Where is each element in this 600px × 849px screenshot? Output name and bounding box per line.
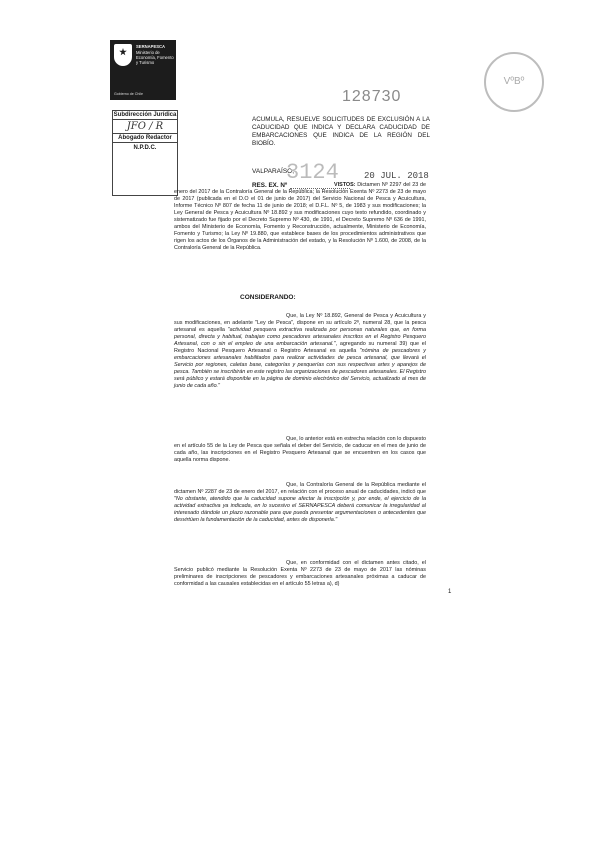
sernapesca-logo <box>110 40 176 100</box>
subject-heading: ACUMULA, RESUELVE SOLICITUDES DE EXCLUSIÓN A LA CADUCIDAD QUE INDICA Y DECLARA CADUCIDAD DE EMBARCACIONES QUE INDICA DE LA REGIÓN DEL BIOBÍO. <box>252 116 430 147</box>
approval-stamp: VºBº <box>484 52 544 112</box>
p3-quote: "No obstante, atendido que la caducidad supone afectar la inscripción y, por ende, el ejercicio de la actividad extractiva ya indicada, en lo sucesivo el SERNAPESCA deberá comunicar la irregularidad al interesado dándole un plazo razonable para que pueda presentar argumentaciones o antecedentes que desvirtúen la fundamentación de la caducidad, antes de disponerla." <box>174 496 426 524</box>
p1-text-a: Que, la Ley Nº 18.892, General de Pesca y Acuicultura y sus modificaciones, en adelante "Ley de Pesca", dispone en su artículo 2º, numeral 28, que la pesca artesanal es aquella <box>174 313 426 334</box>
stamp-subdireccion: Subdirección Jurídica <box>113 112 177 118</box>
vistos-paragraph <box>174 182 426 252</box>
considerando-paragraph-2: Que, lo anterior está en estrecha relación con lo dispuesto en el artículo 55 de la Ley de Pesca que señala el deber del Servicio, de caducar en el mes de junio de cada año, las inscripciones en el Registro Pesquero Artesanal que se encuentren en los casos que aquella norma dispone. <box>174 436 426 464</box>
stamp-initials: JFO / R <box>113 120 177 134</box>
res-label: RES. EX. Nº <box>252 182 288 189</box>
p1-quote-b: "nómina de pescadores y embarcaciones artesanales habilitados para realizar actividades de pesca artesanal, que llevará el Servicio por regiones, caletas base, categorías y pesquerías con sus respectivas artes y aparejos de pesca. También se inscribirán en este registro las organizaciones de pescadores artesanales. El Registro será público y estará disponible en la página de dominio electrónico del Servicio, actualizado al mes de junio de cada año." <box>174 348 426 390</box>
considerando-paragraph-4: Que, en conformidad con el dictamen antes citado, el Servicio publicó mediante la Resolución Exenta Nº 2273 de 23 de mayo de 2017 las nóminas preliminares de inscripciones de pescadores y embarcaciones artesanales próximas a caducar de conformidad a las causales establecidas en el artículo 55 letras a), d) <box>174 560 426 588</box>
star-shield-icon <box>114 44 132 66</box>
considerando-heading: CONSIDERANDO: <box>240 294 296 301</box>
vistos-text: Dictamen Nº 2297 del 23 de enero del 2017 de la Contraloría General de la República; la Resolución Exenta Nº 2273 de 23 de mayo de 2017 (publicada en el D.O el 01 de junio de 2017) del Servicio Nacional de Pesca y Acuicultura, Informe Técnico Nº 807 de fecha 11 de junio de 2018; el D.F.L. Nº 5, de 1983 y sus modificaciones; la Ley General de Pesca y Acuicultura Nº 18.892 y sus modificaciones cuyo texto refundido, coordinado y sistematizado fue fijado por el Decreto Supremo Nº 430, de 1991, el Decreto Supremo Nº 636 de 1991, ambos del Ministerio de Economía, Fomento y Reconstrucción, actualmente, Ministerio de Economía, Fomento y Turismo; la Ley Nº 19.880, que establece bases de los procedimientos administrativos que rigen los actos de los Órganos de la Administración del estado, y la Resolución Nº 1.600, de 2008, de la Contraloría General de la República. <box>174 182 427 252</box>
considerando-paragraph-3 <box>174 482 426 524</box>
stamp-abogado: Abogado Redactor <box>113 134 177 143</box>
logo-name: SERNAPESCA <box>136 44 166 49</box>
routing-stamp <box>112 110 178 196</box>
document-number: 128730 <box>342 88 402 105</box>
resolution-number: 3124 <box>286 160 339 185</box>
p1-quote-a: "actividad pesquera extractiva realizada por personas naturales que, en forma personal, directa y habitual, trabajan como pescadores artesanales inscritos en el Registro Pesquero Artesanal, con o sin el empleo de una embarcación artesanal." <box>174 327 426 348</box>
logo-sub1: Ministerio de <box>136 50 160 55</box>
place: VALPARAÍSO, <box>252 168 295 175</box>
logo-sub2: Economía, Fomento y Turismo <box>136 55 174 65</box>
stamp-npdc: N.P.D.C. <box>133 145 157 151</box>
considerando-paragraph-1 <box>174 313 426 391</box>
p1-text-c: , agregando su numeral 39) que el Registro Nacional Pesquero Artesanal o Registro Artesanal es aquella <box>174 341 426 355</box>
date-stamp: 20 JUL. 2018 <box>364 171 429 181</box>
vistos-lead: VISTOS: <box>334 182 356 188</box>
p3-text-a: Que, la Contraloría General de la República mediante el dictamen Nº 2287 de 23 de enero del 2017, en relación con el proceso anual de caducidades, indicó que <box>174 482 426 496</box>
page-number: 1 <box>448 589 452 595</box>
logo-gov: Gobierno de Chile <box>114 92 143 96</box>
